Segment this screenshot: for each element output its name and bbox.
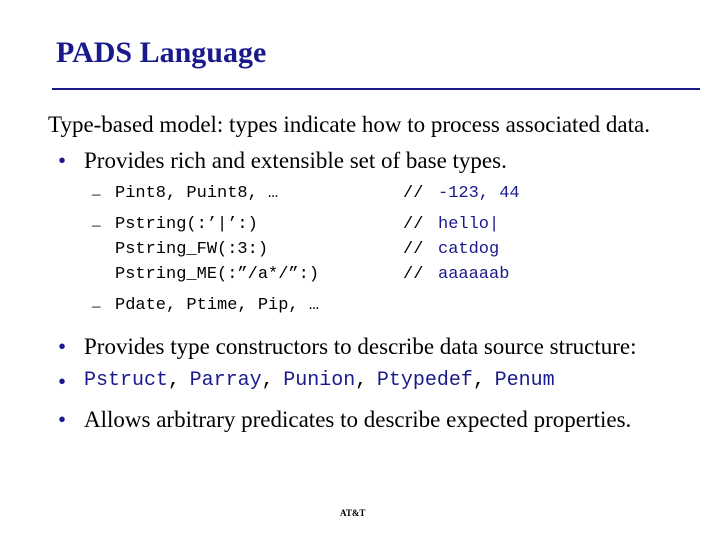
title-underline <box>52 88 700 90</box>
constructor-penum: Penum <box>494 369 555 392</box>
bullet-icon: • <box>58 407 67 432</box>
bullet-text-base-types: Provides rich and extensible set of base types. <box>84 148 507 173</box>
footer-logo-text: AT&T <box>340 508 366 518</box>
slide-title: PADS Language <box>56 36 267 69</box>
code-comment-value: hello| <box>438 215 500 234</box>
code-line: Pstring_ME(:”/a*/”:) <box>115 265 320 284</box>
code-line: Pstring_FW(:3:) <box>115 240 269 259</box>
constructor-pstruct: Pstruct <box>84 369 169 392</box>
code-comment-value: aaaaaab <box>438 265 510 284</box>
code-comment-value: -123, 44 <box>438 184 520 203</box>
bullet-text-predicates: Allows arbitrary predicates to describe expected properties. <box>84 407 632 432</box>
bullet-icon: • <box>58 148 67 173</box>
bullet-icon: • <box>58 369 67 394</box>
sub-bullet-dash: – <box>92 184 101 203</box>
code-line: Pstring(:’|’:) <box>115 215 258 234</box>
code-line: Pdate, Ptime, Pip, … <box>115 296 320 315</box>
constructor-parray: Parray <box>189 369 262 392</box>
intro-text: Type-based model: types indicate how to process associated data. <box>48 112 650 137</box>
bullet-icon: • <box>58 334 67 359</box>
code-comment: // <box>403 240 424 259</box>
constructor-list: Pstruct, Parray, Punion, Ptypedef, Penum <box>84 369 555 392</box>
sub-bullet-dash: – <box>92 296 101 315</box>
bullet-text-type-constructors: Provides type constructors to describe data source structure: <box>84 334 637 359</box>
code-comment: // <box>403 184 424 203</box>
code-comment: // <box>403 265 424 284</box>
sub-bullet-dash: – <box>92 215 101 234</box>
code-line: Pint8, Puint8, … <box>115 184 279 203</box>
constructor-punion: Punion <box>283 369 356 392</box>
constructor-ptypedef: Ptypedef <box>376 369 473 392</box>
code-comment: // <box>403 215 424 234</box>
code-comment-value: catdog <box>438 240 500 259</box>
